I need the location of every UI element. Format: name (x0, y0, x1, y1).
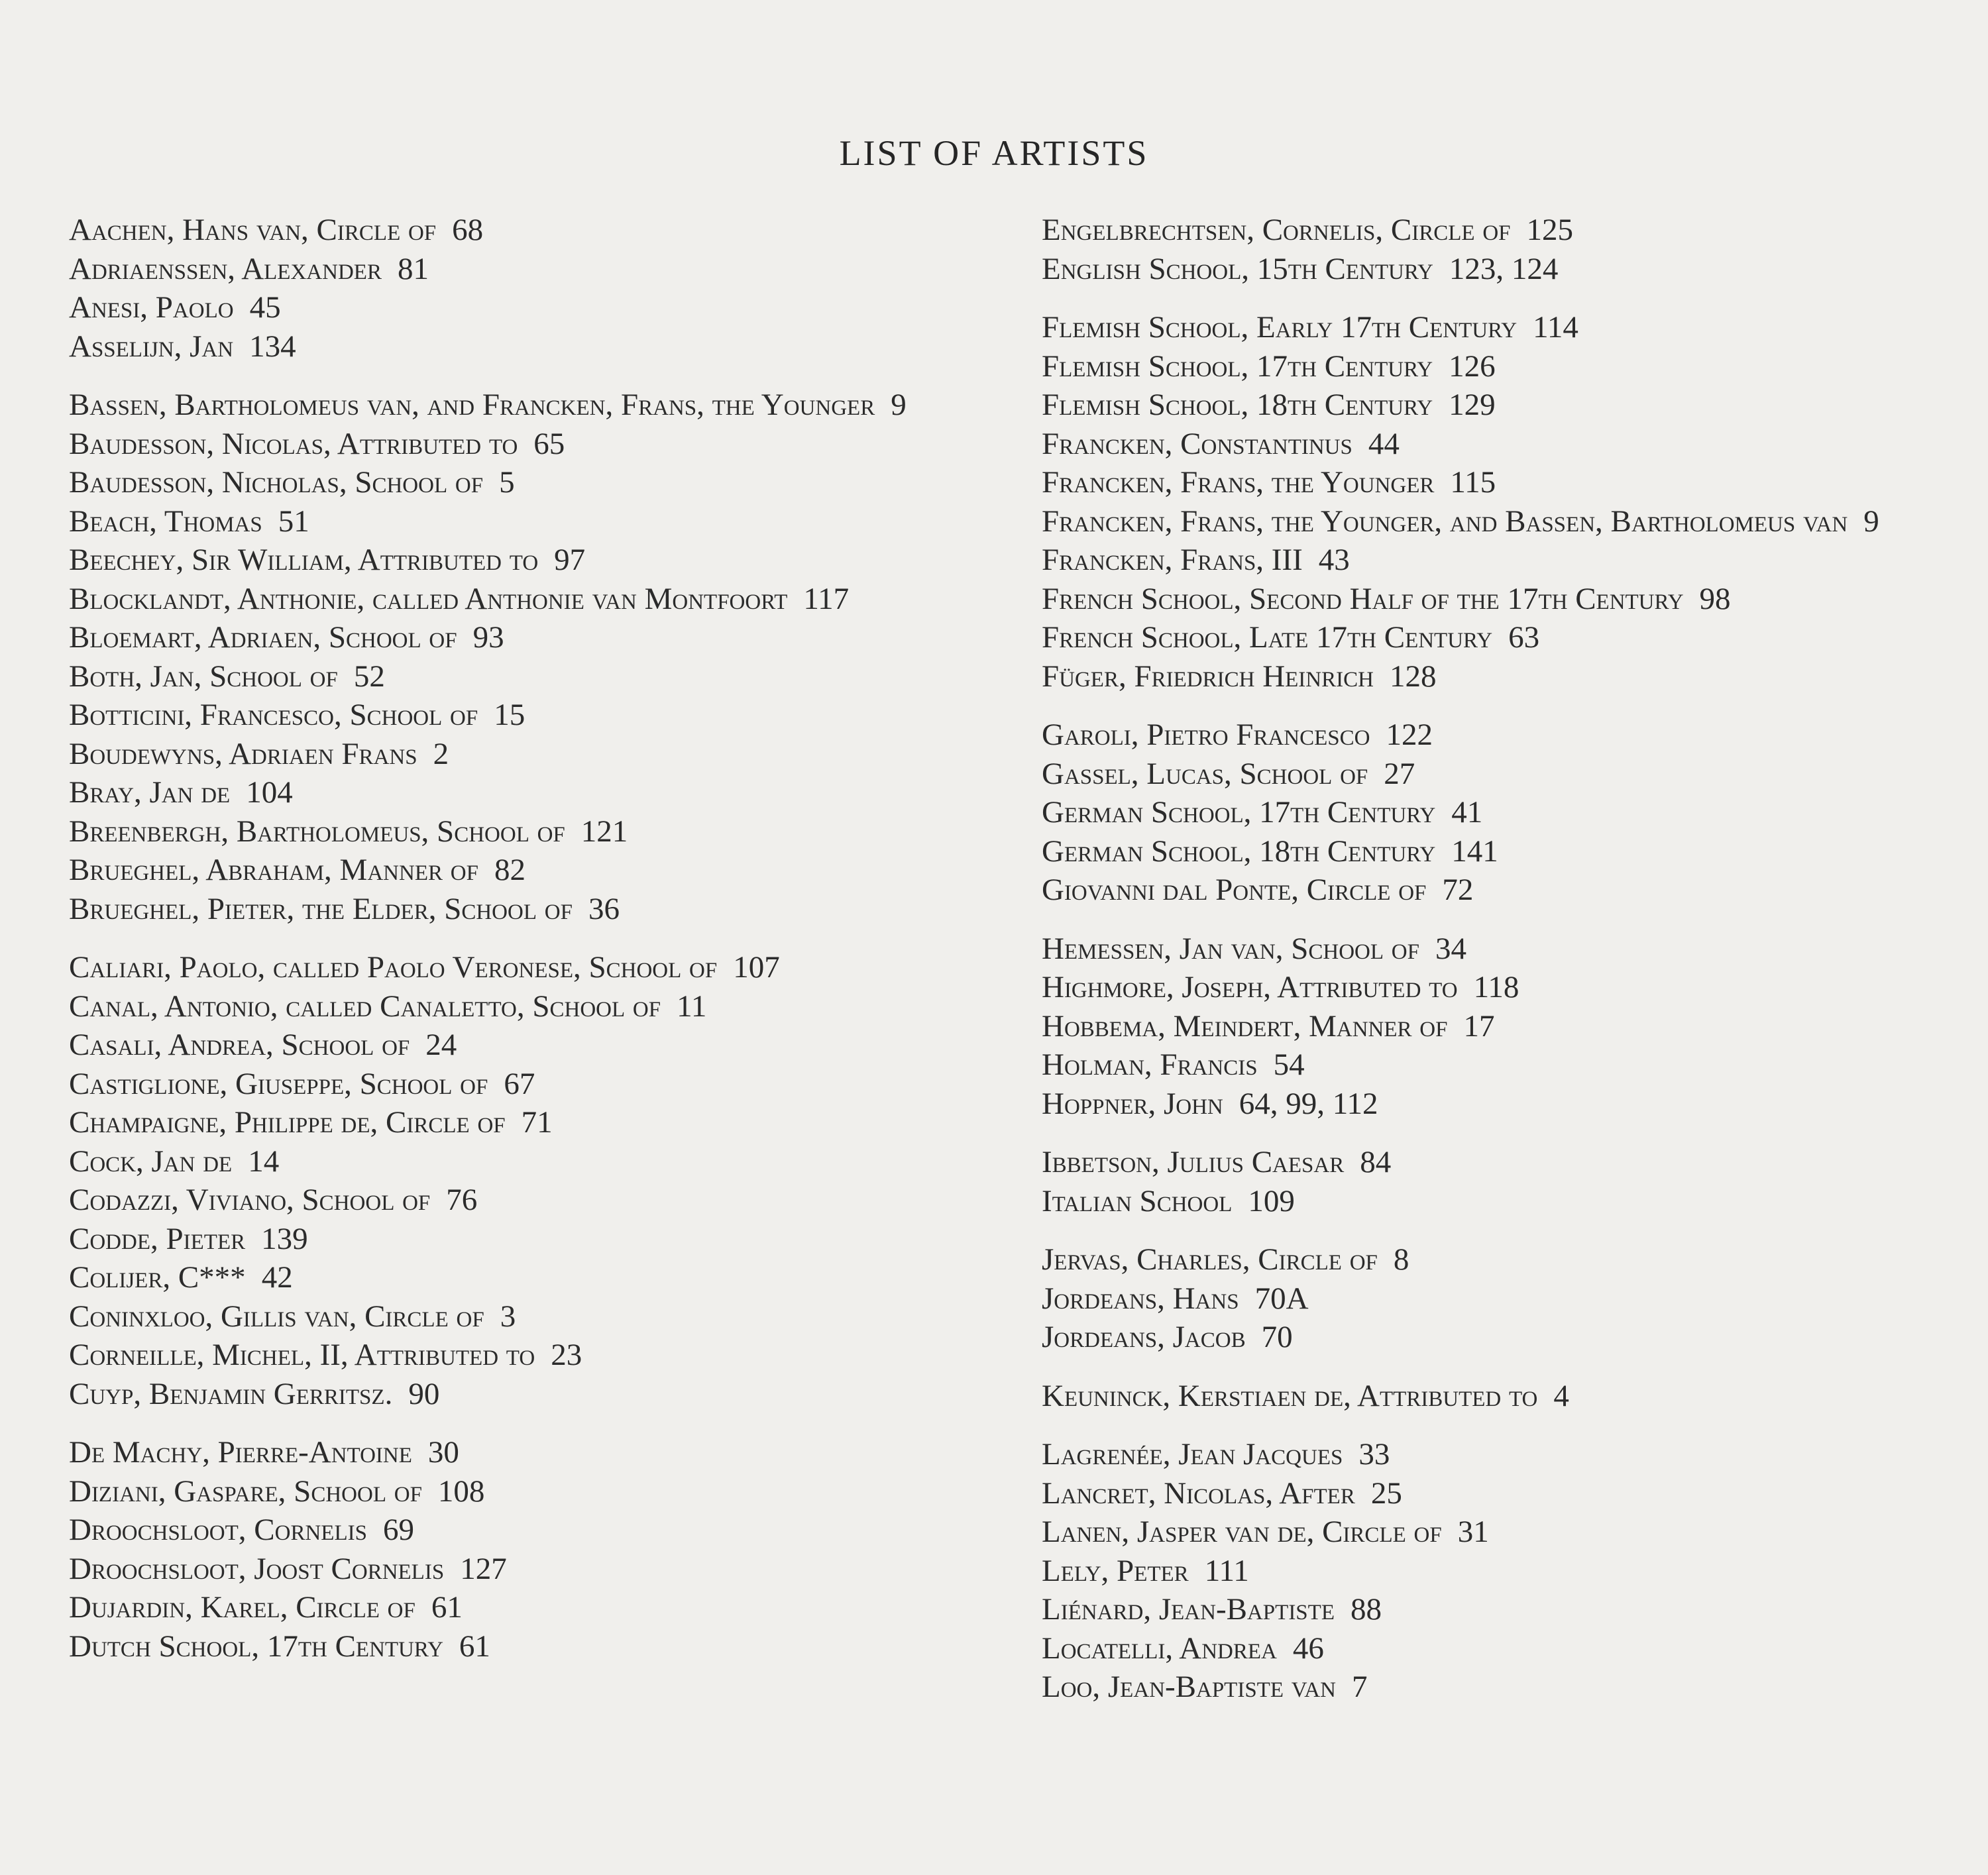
index-entry (1042, 541, 1983, 580)
artist-name: Lely, Peter (1042, 1553, 1189, 1588)
artist-name: Giovanni dal Ponte, Circle of (1042, 873, 1427, 907)
page-reference: 117 (803, 581, 850, 616)
page-reference: 61 (431, 1590, 463, 1625)
artist-name: Anesi, Paolo (69, 290, 234, 325)
page-reference: 81 (397, 251, 429, 286)
artist-name: Locatelli, Andrea (1042, 1631, 1277, 1666)
page-reference: 122 (1386, 718, 1433, 752)
page-reference: 114 (1533, 310, 1578, 345)
index-entry (1042, 1629, 1983, 1668)
artist-name: Beach, Thomas (69, 504, 262, 539)
artist-name: Diziani, Gaspare, School of (69, 1473, 422, 1509)
index-entry (1042, 1279, 1983, 1318)
index-entry (1042, 832, 1983, 871)
page-reference: 41 (1451, 795, 1483, 830)
artist-name: Breenbergh, Bartholomeus, School of (69, 814, 565, 849)
page-reference: 127 (460, 1551, 507, 1586)
index-entry (69, 1065, 1023, 1104)
artist-name: Aachen, Hans van, Circle of (69, 213, 437, 247)
index-entry (69, 618, 1023, 657)
page-reference: 43 (1318, 543, 1350, 577)
index-entry (69, 1336, 1023, 1375)
artist-name: German School, 17th Century (1042, 795, 1436, 830)
index-entry (1042, 386, 1983, 425)
page-reference: 64, 99, 112 (1239, 1086, 1378, 1121)
page-reference: 126 (1449, 348, 1496, 384)
index-entry (1042, 1590, 1983, 1629)
page-reference: 30 (427, 1435, 459, 1470)
artist-name: Brueghel, Abraham, Manner of (69, 853, 478, 887)
index-entry (1042, 1552, 1983, 1591)
artist-name: Bassen, Bartholomeus van, and Francken, Frans, the Younger (69, 388, 875, 422)
artist-name: Botticini, Francesco, School of (69, 698, 478, 732)
index-entry (69, 851, 1023, 890)
artist-name: Boudewyns, Adriaen Frans (69, 736, 417, 771)
right-column (1042, 211, 1983, 1707)
artist-name: Engelbrechtsen, Cornelis, Circle of (1042, 213, 1511, 247)
index-entry (1042, 930, 1983, 969)
artist-name: French School, Second Half of the 17th Century (1042, 581, 1684, 616)
artist-name: Blocklandt, Anthonie, called Anthonie van Montfoort (69, 581, 788, 616)
page-reference: 25 (1370, 1475, 1402, 1511)
index-entry (69, 773, 1023, 812)
artist-name: Jordeans, Jacob (1042, 1320, 1246, 1354)
artist-name: Codazzi, Viviano, School of (69, 1183, 431, 1217)
page-reference: 67 (504, 1066, 535, 1101)
page-reference: 46 (1292, 1631, 1324, 1666)
index-entry (69, 735, 1023, 774)
artist-name: Colijer, C*** (69, 1260, 246, 1295)
index-entry (69, 502, 1023, 541)
index-entry (69, 250, 1023, 289)
page-reference: 121 (580, 814, 628, 849)
index-entry (1042, 1474, 1983, 1513)
index-entry (1042, 1085, 1983, 1124)
page-reference: 5 (499, 465, 515, 500)
group-spacer (1042, 910, 1983, 930)
page-reference: 44 (1368, 426, 1400, 461)
page-reference: 4 (1553, 1378, 1569, 1413)
page-reference: 109 (1248, 1183, 1295, 1218)
page-reference: 98 (1699, 581, 1731, 616)
index-entry (1042, 308, 1983, 347)
index-entry (69, 386, 1023, 425)
artist-name: Ibbetson, Julius Caesar (1042, 1145, 1345, 1179)
artist-name: Both, Jan, School of (69, 659, 338, 694)
index-entry (1042, 657, 1983, 696)
index-entry (69, 541, 1023, 580)
index-entry (69, 211, 1023, 250)
artist-name: German School, 18th Century (1042, 833, 1436, 869)
artist-name: Garoli, Pietro Francesco (1042, 718, 1370, 752)
group-spacer (1042, 1220, 1983, 1240)
page-reference: 24 (425, 1028, 457, 1062)
index-entry (1042, 1240, 1983, 1279)
page-reference: 51 (278, 504, 309, 539)
artist-name: Hemessen, Jan van, School of (1042, 931, 1419, 966)
artist-name: Lanen, Jasper van de, Circle of (1042, 1515, 1442, 1549)
index-entry (1042, 716, 1983, 755)
index-entry (69, 696, 1023, 735)
group-spacer (1042, 288, 1983, 308)
index-entry (69, 657, 1023, 696)
artist-name: Casali, Andrea, School of (69, 1028, 410, 1062)
artist-name: Liénard, Jean-Baptiste (1042, 1592, 1335, 1627)
artist-name: Canal, Antonio, called Canaletto, School of (69, 989, 661, 1024)
group-spacer (69, 928, 1023, 948)
artist-name: De Machy, Pierre-Antoine (69, 1435, 412, 1470)
artist-name: Droochsloot, Joost Cornelis (69, 1551, 445, 1586)
page-reference: 23 (551, 1338, 582, 1372)
page-reference: 9 (1863, 504, 1879, 539)
page-reference: 7 (1351, 1670, 1368, 1704)
group-spacer (1042, 1415, 1983, 1435)
index-entry (69, 1550, 1023, 1589)
index-entry (1042, 580, 1983, 619)
page-reference: 34 (1435, 931, 1466, 966)
index-entry (1042, 1143, 1983, 1182)
artist-name: Hoppner, John (1042, 1086, 1223, 1121)
page-reference: 42 (261, 1260, 293, 1295)
index-entry (1042, 502, 1983, 541)
artist-name: Lancret, Nicolas, After (1042, 1475, 1355, 1511)
group-spacer (1042, 696, 1983, 716)
page-reference: 15 (494, 698, 525, 732)
index-entry (69, 1142, 1023, 1181)
left-column (69, 211, 1023, 1666)
index-entry (69, 1627, 1023, 1666)
group-spacer (1042, 1357, 1983, 1377)
index-entry (69, 812, 1023, 851)
artist-name: Jordeans, Hans (1042, 1281, 1239, 1316)
page-reference: 36 (588, 891, 620, 926)
group-spacer (69, 1413, 1023, 1433)
page-reference: 65 (533, 426, 565, 461)
index-entry (69, 1588, 1023, 1627)
artist-name: Dutch School, 17th Century (69, 1629, 443, 1664)
page-reference: 123, 124 (1449, 251, 1559, 286)
page-reference: 31 (1457, 1515, 1489, 1549)
page-reference: 70A (1254, 1281, 1309, 1316)
page-reference: 76 (446, 1183, 478, 1217)
page-reference: 128 (1389, 659, 1437, 694)
index-entry (1042, 347, 1983, 386)
artist-name: Asselijn, Jan (69, 329, 234, 364)
artist-name: Baudesson, Nicholas, School of (69, 465, 484, 500)
page-reference: 139 (261, 1221, 308, 1256)
artist-name: Baudesson, Nicolas, Attributed to (69, 426, 518, 461)
artist-name: Flemish School, 18th Century (1042, 388, 1433, 422)
index-entry (69, 1472, 1023, 1511)
artist-name: Highmore, Joseph, Attributed to (1042, 970, 1458, 1004)
page-reference: 9 (891, 388, 907, 422)
artist-name: Coninxloo, Gillis van, Circle of (69, 1299, 484, 1334)
page-reference: 125 (1526, 213, 1573, 247)
artist-name: Adriaenssen, Alexander (69, 251, 382, 286)
artist-name: Beechey, Sir William, Attributed to (69, 543, 539, 577)
page-reference: 84 (1360, 1145, 1392, 1179)
index-entry (1042, 1513, 1983, 1552)
page-reference: 61 (459, 1629, 490, 1664)
artist-name: Castiglione, Giuseppe, School of (69, 1066, 488, 1101)
index-entry (69, 1026, 1023, 1065)
index-entry (69, 1258, 1023, 1297)
artist-name: Francken, Frans, the Younger, and Bassen, Bartholomeus van (1042, 504, 1848, 539)
index-entry (69, 463, 1023, 502)
artist-name: Flemish School, Early 17th Century (1042, 310, 1518, 345)
index-entry (69, 1220, 1023, 1259)
page-reference: 14 (248, 1144, 280, 1179)
index-entry (69, 1297, 1023, 1336)
page-reference: 90 (408, 1376, 440, 1411)
page-reference: 108 (437, 1473, 485, 1509)
index-entry (1042, 871, 1983, 910)
page-reference: 11 (677, 989, 707, 1024)
artist-name: Bloemart, Adriaen, School of (69, 620, 457, 655)
artist-name: Flemish School, 17th Century (1042, 348, 1433, 384)
artist-name: Corneille, Michel, II, Attributed to (69, 1338, 535, 1372)
index-entry (1042, 1318, 1983, 1357)
artist-name: Cuyp, Benjamin Gerritsz. (69, 1376, 393, 1411)
artist-name: Lagrenée, Jean Jacques (1042, 1437, 1343, 1472)
page-reference: 107 (733, 950, 780, 985)
index-entry (69, 1181, 1023, 1220)
page-reference: 118 (1473, 970, 1519, 1004)
page-reference: 63 (1508, 620, 1540, 655)
page-reference: 17 (1463, 1008, 1495, 1044)
index-entry (69, 327, 1023, 366)
index-entry (69, 948, 1023, 987)
page-reference: 33 (1358, 1437, 1390, 1472)
page-reference: 69 (382, 1513, 414, 1547)
artist-name: French School, Late 17th Century (1042, 620, 1493, 655)
index-entry (1042, 1377, 1983, 1416)
page-reference: 71 (521, 1105, 553, 1140)
artist-name: Hobbema, Meindert, Manner of (1042, 1008, 1448, 1044)
index-entry (1042, 1668, 1983, 1707)
index-entry (1042, 618, 1983, 657)
page-reference: 115 (1450, 465, 1496, 500)
page-reference: 88 (1350, 1592, 1382, 1627)
index-entry (1042, 755, 1983, 794)
page-reference: 72 (1442, 873, 1474, 907)
index-entry (69, 890, 1023, 929)
artist-name: Codde, Pieter (69, 1221, 246, 1256)
page-reference: 70 (1261, 1320, 1293, 1354)
index-entry (1042, 968, 1983, 1007)
artist-name: Loo, Jean-Baptiste van (1042, 1670, 1336, 1704)
page-reference: 8 (1393, 1242, 1409, 1277)
artist-name: Italian School (1042, 1183, 1233, 1218)
index-entry (1042, 250, 1983, 289)
index-entry (1042, 463, 1983, 502)
artist-name: Dujardin, Karel, Circle of (69, 1590, 415, 1625)
artist-name: Champaigne, Philippe de, Circle of (69, 1105, 506, 1140)
page-reference: 111 (1204, 1553, 1249, 1588)
page-title: LIST OF ARTISTS (839, 133, 1149, 173)
page-reference: 27 (1384, 756, 1415, 791)
artist-name: English School, 15th Century (1042, 251, 1433, 286)
index-entry (1042, 1045, 1983, 1085)
artist-name: Francken, Frans, III (1042, 543, 1303, 577)
artist-name: Francken, Frans, the Younger (1042, 465, 1435, 500)
page-reference: 45 (249, 290, 281, 325)
index-entry (69, 987, 1023, 1026)
index-entry (69, 1511, 1023, 1550)
artist-name: Droochsloot, Cornelis (69, 1513, 367, 1547)
index-entry (1042, 1182, 1983, 1221)
page-reference: 141 (1451, 833, 1498, 869)
group-spacer (69, 366, 1023, 386)
artist-name: Keuninck, Kerstiaen de, Attributed to (1042, 1378, 1538, 1413)
page-reference: 68 (452, 213, 484, 247)
page-reference: 134 (249, 329, 296, 364)
index-entry (1042, 425, 1983, 464)
index-entry (1042, 1007, 1983, 1046)
index-entry (69, 1103, 1023, 1142)
artist-name: Füger, Friedrich Heinrich (1042, 659, 1374, 694)
index-entry (1042, 1435, 1983, 1474)
index-entry (69, 1375, 1023, 1414)
group-spacer (1042, 1123, 1983, 1143)
index-entry (69, 1433, 1023, 1472)
artist-name: Jervas, Charles, Circle of (1042, 1242, 1378, 1277)
index-entry (1042, 793, 1983, 832)
index-entry (69, 425, 1023, 464)
artist-name: Brueghel, Pieter, the Elder, School of (69, 891, 573, 926)
page-reference: 104 (246, 775, 293, 810)
page-reference: 129 (1449, 388, 1496, 422)
page-reference: 2 (433, 736, 449, 771)
index-entry (69, 580, 1023, 619)
artist-name: Gassel, Lucas, School of (1042, 756, 1368, 791)
page-reference: 54 (1273, 1047, 1305, 1082)
page-reference: 52 (353, 659, 385, 694)
page-reference: 93 (472, 620, 504, 655)
artist-name: Francken, Constantinus (1042, 426, 1353, 461)
page-reference: 97 (554, 543, 586, 577)
artist-name: Bray, Jan de (69, 775, 231, 810)
artist-name: Cock, Jan de (69, 1144, 233, 1179)
artist-name: Holman, Francis (1042, 1047, 1258, 1082)
artist-name: Caliari, Paolo, called Paolo Veronese, School of (69, 950, 718, 985)
index-entry (69, 288, 1023, 327)
page-reference: 82 (494, 853, 525, 887)
page-reference: 3 (500, 1299, 516, 1334)
index-entry (1042, 211, 1983, 250)
